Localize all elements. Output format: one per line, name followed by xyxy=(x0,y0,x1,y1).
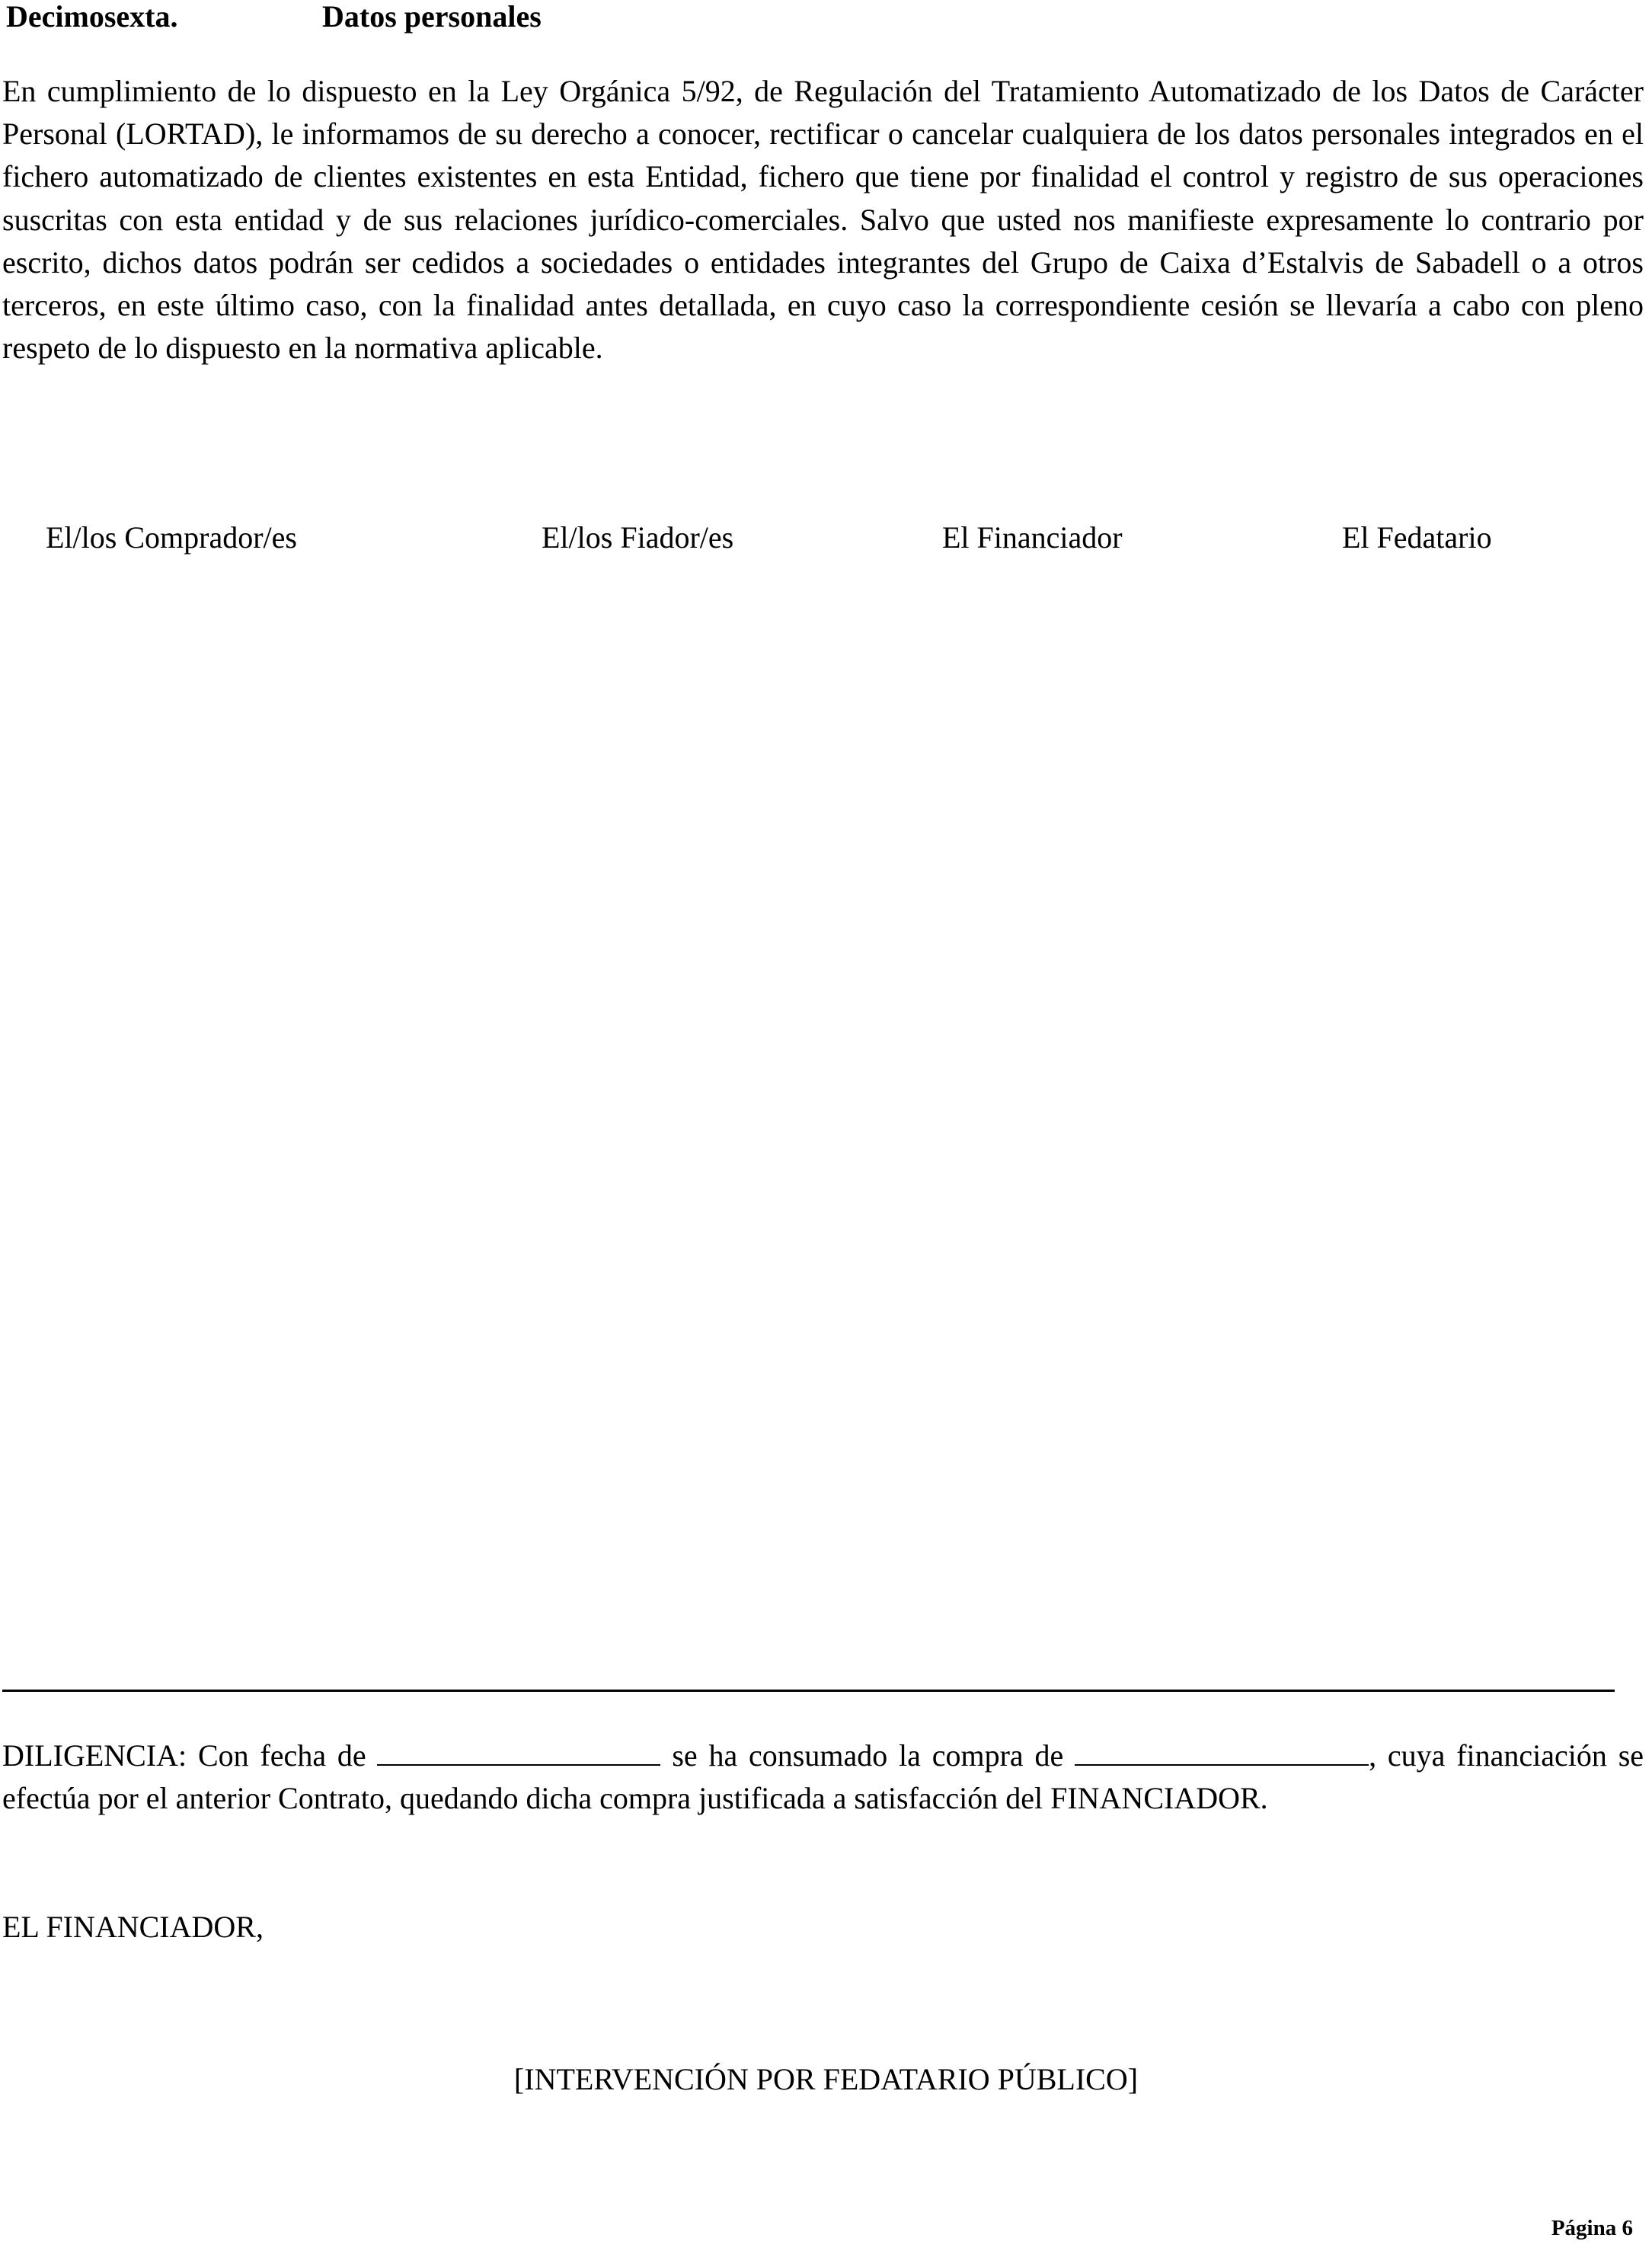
clause-title: Datos personales xyxy=(322,0,542,34)
personal-data-paragraph: En cumplimiento de lo dispuesto en la Ley Orgánica 5/92, de Regulación del Tratamiento Automatizado de los Datos de Carácter Personal (LORTAD), le informamos de su derecho a conocer, rectificar o cancelar cualquiera de los datos personales integrados en el fichero automatizado de clientes existentes en esta Entidad, fichero que tiene por finalidad el control y registro de sus operaciones suscritas con esta entidad y de sus relaciones jurídico-comerciales. Salvo que usted nos manifieste expresamente lo contrario por escrito, dichos datos podrán ser cedidos a sociedades o entidades integrantes del Grupo de Caixa d’Estalvis de Sabadell o a otros terceros, en este último caso, con la finalidad antes detallada, en cuyo caso la correspondiente cesión se llevaría a cabo con pleno respeto de lo dispuesto en la normativa aplicable. xyxy=(2,74,1644,366)
diligencia-paragraph xyxy=(2,1734,1644,1820)
clause-heading xyxy=(6,0,542,34)
date-blank-line xyxy=(377,1741,660,1766)
signatory-guarantors: El/los Fiador/es xyxy=(542,520,734,555)
page-number: Página 6 xyxy=(1551,2216,1633,2240)
signatory-notary: El Fedatario xyxy=(1342,520,1492,555)
diligencia-intro: DILIGENCIA: Con fecha de xyxy=(2,1738,366,1773)
clause-number: Decimosexta. xyxy=(6,0,178,34)
diligencia-middle: se ha consumado la compra de xyxy=(672,1738,1064,1773)
financier-signature-label: EL FINANCIADOR, xyxy=(2,1910,264,1944)
signatory-buyers: El/los Comprador/es xyxy=(46,520,297,555)
notary-intervention-title: [INTERVENCIÓN POR FEDATARIO PÚBLICO] xyxy=(513,2062,1139,2096)
signatory-financier: El Financiador xyxy=(942,520,1123,555)
separator-line xyxy=(2,1690,1615,1692)
purchase-blank-line xyxy=(1075,1741,1369,1766)
diligencia-ending: , cuya financiación se efectúa por el anterior Contrato, quedando dicha compra justificada a satisfacción del FINANCIADOR. xyxy=(2,1738,1644,1815)
